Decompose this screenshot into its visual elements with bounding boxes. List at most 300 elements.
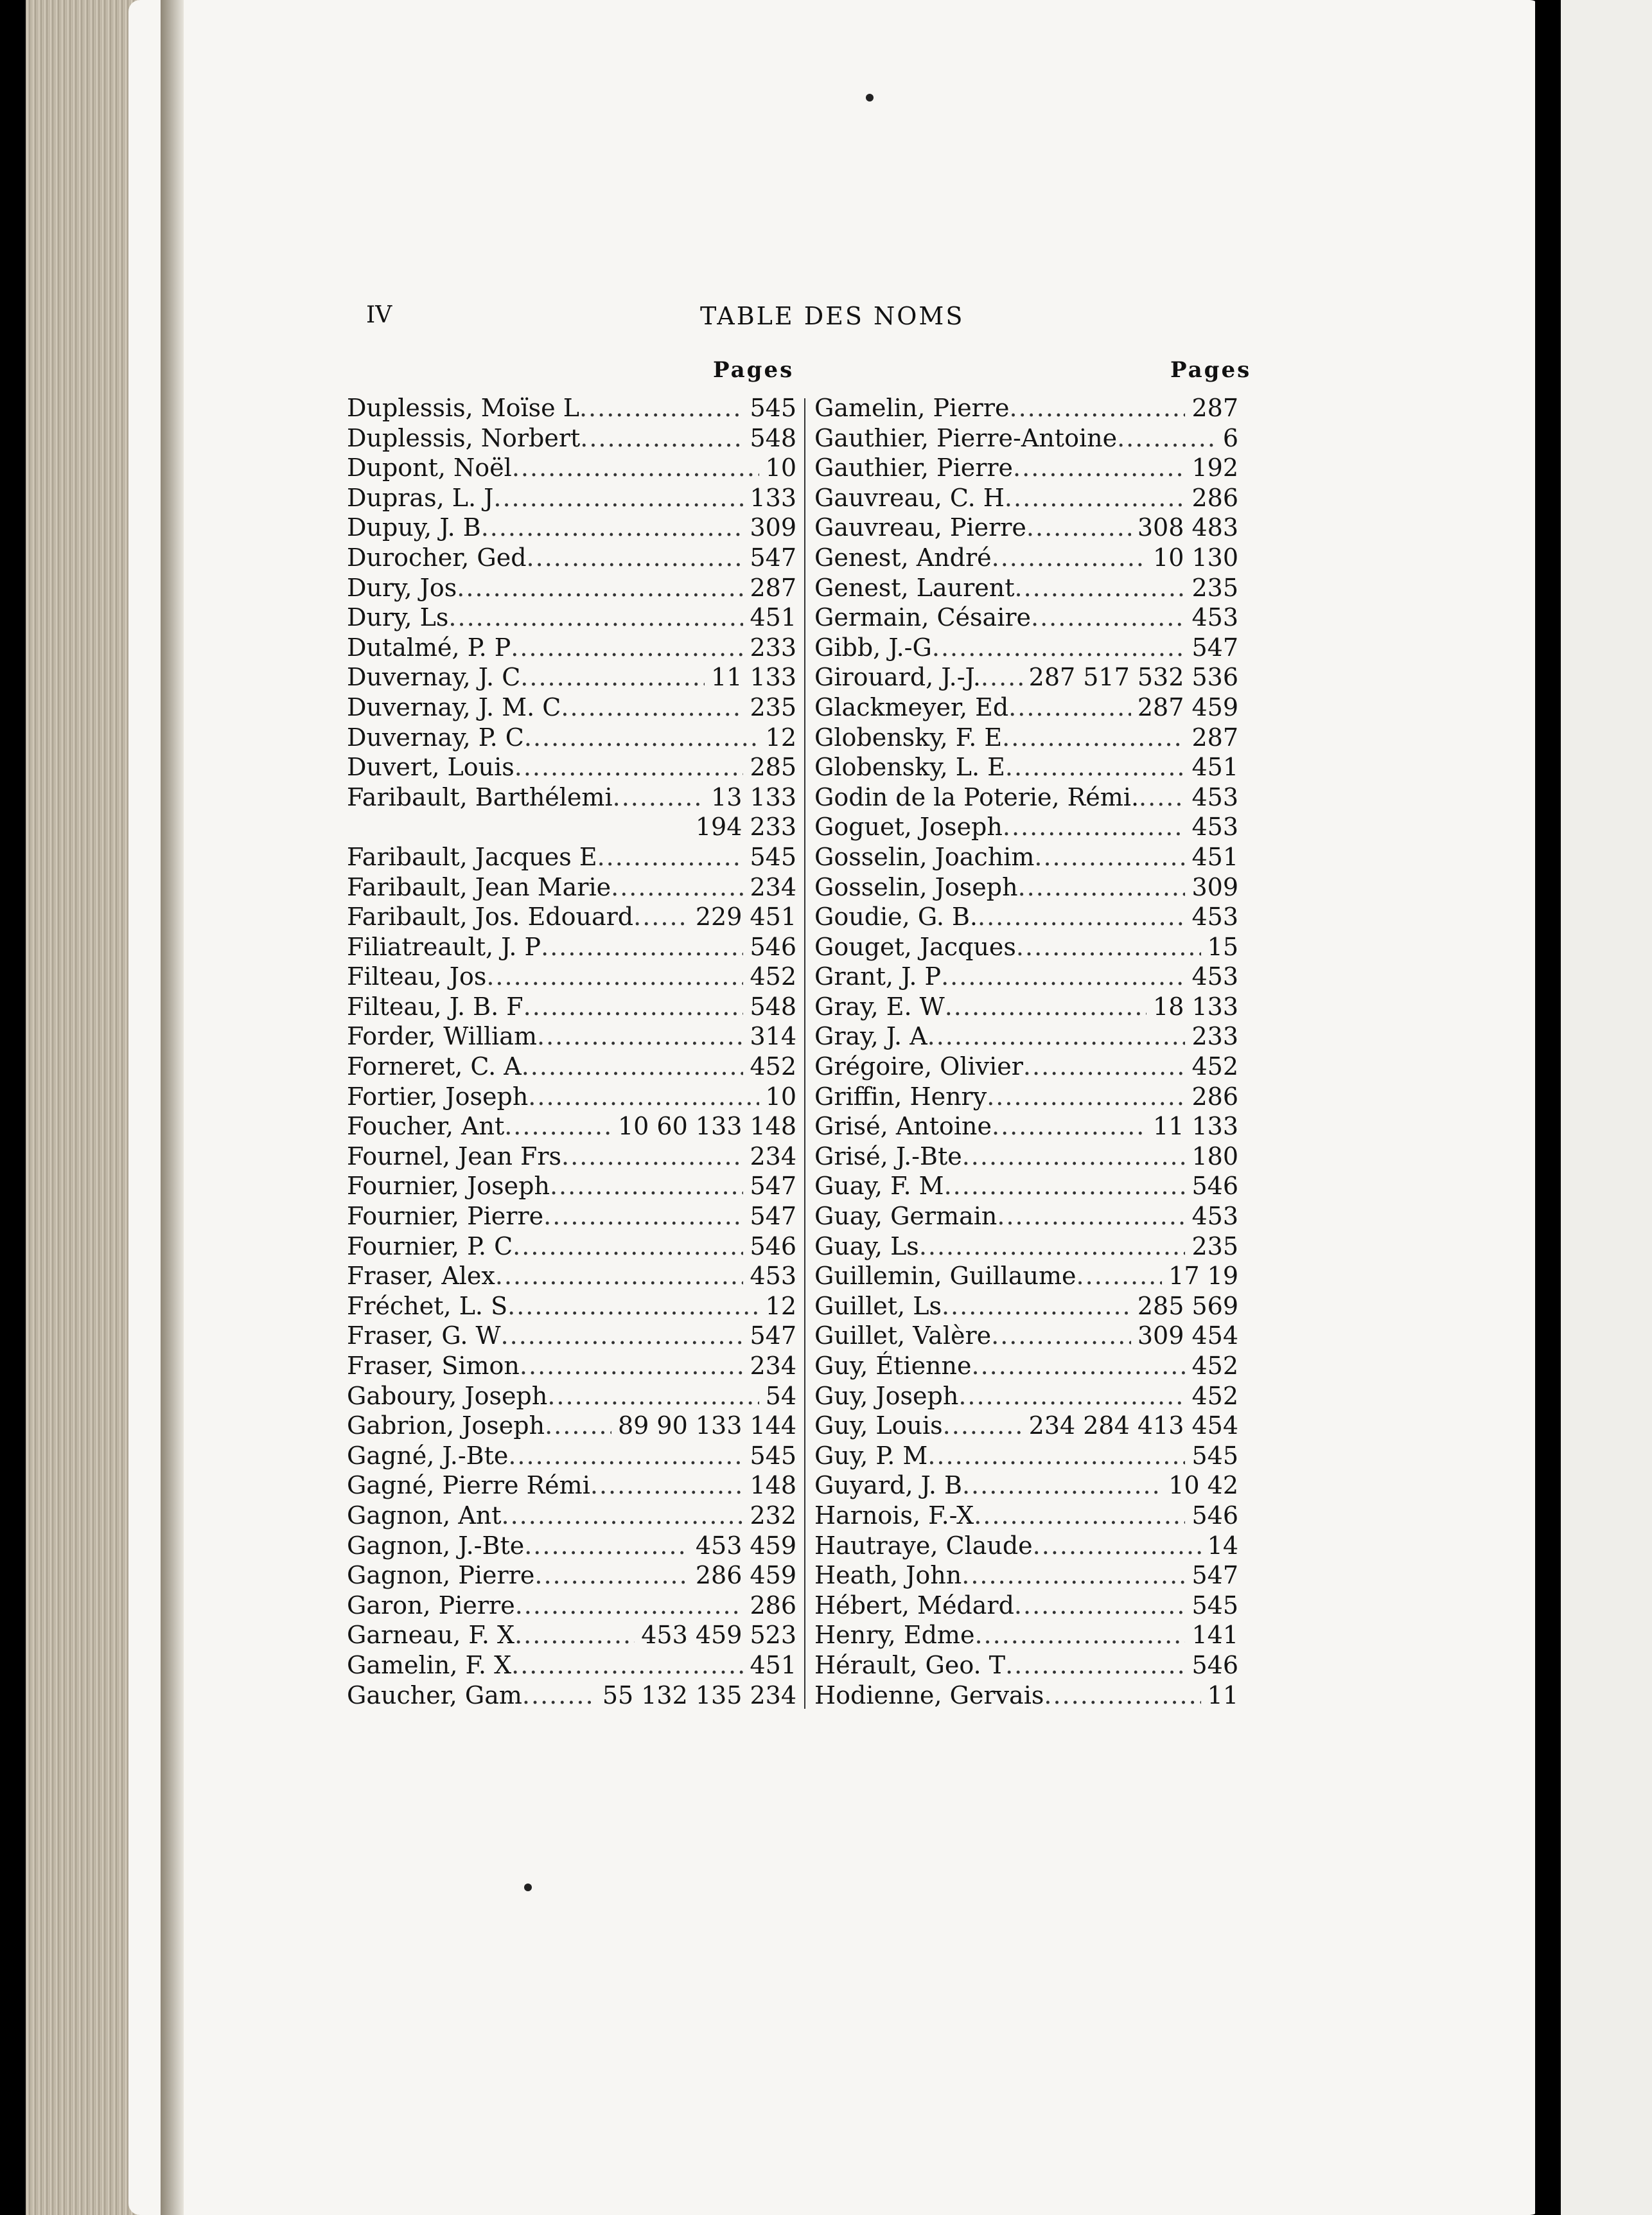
dot-leader xyxy=(958,1381,1185,1411)
index-entry xyxy=(347,1351,796,1381)
entry-pages: 309 xyxy=(750,513,796,542)
dot-leader xyxy=(512,453,759,483)
entry-pages: 452 xyxy=(1191,1352,1238,1380)
entry-name: Gamelin, Pierre xyxy=(814,394,1010,422)
dot-leader xyxy=(537,1021,743,1052)
entry-name: Dupuy, J. B xyxy=(347,513,481,542)
entry-pages: 235 xyxy=(1191,573,1238,602)
entry-pages: 234 xyxy=(750,1352,796,1380)
entry-pages: 15 xyxy=(1207,932,1238,961)
dot-leader xyxy=(1003,812,1186,842)
index-entry xyxy=(814,573,1238,603)
index-entry xyxy=(347,1231,796,1262)
entry-pages: 451 xyxy=(1191,753,1238,782)
dot-leader xyxy=(944,1171,1186,1201)
dot-leader xyxy=(501,1321,744,1351)
index-entry xyxy=(814,962,1238,992)
entry-pages: 12 xyxy=(765,723,796,752)
book-gutter xyxy=(1535,0,1563,2215)
index-entry xyxy=(814,1082,1238,1112)
dot-leader xyxy=(534,1560,689,1591)
index-entry xyxy=(347,812,796,842)
entry-name: Godin de la Poterie, Rémi. xyxy=(814,782,1139,811)
index-entry xyxy=(347,1052,796,1082)
index-entry xyxy=(814,723,1238,753)
entry-pages: 10 xyxy=(765,454,796,482)
dot-leader xyxy=(522,1681,596,1711)
entry-pages: 18 133 xyxy=(1153,992,1238,1021)
dot-leader xyxy=(493,483,743,513)
dot-leader xyxy=(941,962,1185,992)
entry-pages: 548 xyxy=(750,423,796,452)
dot-leader xyxy=(527,543,744,573)
index-column-left xyxy=(347,393,796,1710)
index-entry xyxy=(814,842,1238,872)
dot-leader xyxy=(962,1142,1186,1172)
entry-name: Guy, Étienne xyxy=(814,1352,972,1380)
index-entry xyxy=(814,1681,1238,1711)
dot-leader xyxy=(927,1441,1185,1471)
index-entry xyxy=(814,1650,1238,1681)
entry-name: Fraser, Alex xyxy=(347,1262,495,1291)
entry-pages: 545 xyxy=(750,394,796,422)
index-entry xyxy=(814,1111,1238,1142)
entry-name: Grégoire, Olivier xyxy=(814,1052,1023,1081)
entry-name: Guay, Germain xyxy=(814,1202,997,1231)
column-divider xyxy=(804,398,805,1709)
entry-pages: 235 xyxy=(750,693,796,721)
entry-name: Forder, William xyxy=(347,1022,537,1051)
dot-leader xyxy=(1010,393,1186,423)
entry-name: Dupont, Noël xyxy=(347,454,512,482)
dot-leader xyxy=(1008,693,1131,723)
entry-name: Durocher, Ged xyxy=(347,543,527,572)
entry-pages: 453 xyxy=(1191,603,1238,632)
dot-leader xyxy=(502,1501,744,1531)
entry-name: Duplessis, Norbert xyxy=(347,423,581,452)
entry-name: Gagné, Pierre Rémi xyxy=(347,1471,590,1500)
dot-leader xyxy=(974,1620,1185,1650)
entry-name: Duvert, Louis xyxy=(347,753,514,782)
entry-pages: 309 454 xyxy=(1137,1321,1238,1350)
index-entry xyxy=(814,633,1238,663)
entry-name: Gauthier, Pierre xyxy=(814,454,1014,482)
entry-name: Gagné, J.-Bte xyxy=(347,1441,509,1470)
dot-leader xyxy=(541,932,743,962)
entry-name: Fournier, P. C xyxy=(347,1231,513,1260)
dot-leader xyxy=(1044,1681,1200,1711)
entry-pages: 233 xyxy=(1191,1022,1238,1051)
index-column-right xyxy=(814,393,1238,1710)
dot-leader xyxy=(508,1441,743,1471)
index-entry xyxy=(347,1441,796,1471)
dot-leader xyxy=(981,662,1023,693)
entry-pages: 546 xyxy=(1191,1650,1238,1679)
entry-name: Duvernay, J. M. C xyxy=(347,693,561,721)
entry-pages: 451 xyxy=(750,1650,796,1679)
entry-pages: 286 xyxy=(1191,1082,1238,1111)
dot-leader xyxy=(545,1411,611,1441)
entry-pages: 232 xyxy=(750,1501,796,1530)
index-entry xyxy=(814,932,1238,962)
entry-pages: 17 19 xyxy=(1168,1262,1238,1291)
index-entry xyxy=(347,513,796,543)
dot-leader xyxy=(1139,782,1185,813)
entry-pages: 453 xyxy=(1191,782,1238,811)
entry-pages: 11 133 xyxy=(1153,1112,1238,1141)
dot-leader xyxy=(481,513,744,543)
entry-name: Fréchet, L. S xyxy=(347,1291,508,1320)
entry-name: Fournel, Jean Frs xyxy=(347,1142,562,1170)
page-number: IV xyxy=(366,302,392,328)
index-entry xyxy=(814,1201,1238,1231)
entry-name: Gibb, J.-G xyxy=(814,633,932,662)
entry-name: Duvernay, P. C xyxy=(347,723,524,752)
entry-name: Filiatreault, J. P xyxy=(347,932,541,961)
dot-leader xyxy=(962,1560,1185,1591)
dot-leader xyxy=(1005,1650,1185,1681)
entry-name: Goguet, Joseph xyxy=(814,813,1003,842)
entry-pages: 548 xyxy=(750,992,796,1021)
index-entry xyxy=(347,453,796,483)
entry-pages: 453 xyxy=(750,1262,796,1291)
dot-leader xyxy=(1014,1591,1186,1621)
dot-leader xyxy=(972,1351,1186,1381)
index-entry xyxy=(814,662,1238,693)
entry-name: Globensky, L. E xyxy=(814,753,1005,782)
index-entry xyxy=(347,872,796,903)
entry-pages: 192 xyxy=(1191,454,1238,482)
dot-leader xyxy=(580,423,743,454)
entry-name: Fraser, Simon xyxy=(347,1352,520,1380)
entry-name: Forneret, C. A xyxy=(347,1052,522,1081)
entry-pages: 233 xyxy=(750,633,796,662)
entry-pages: 141 xyxy=(1191,1621,1238,1650)
dot-leader xyxy=(978,902,1185,932)
dot-leader xyxy=(550,1171,744,1201)
dot-leader xyxy=(1117,423,1217,454)
entry-name: Genest, André xyxy=(814,543,992,572)
dot-leader xyxy=(597,842,744,872)
index-entry xyxy=(347,992,796,1022)
entry-name: Gosselin, Joachim xyxy=(814,842,1035,871)
dot-leader xyxy=(1031,603,1185,633)
entry-pages: 452 xyxy=(750,962,796,991)
dot-leader xyxy=(561,1142,743,1172)
entry-pages: 452 xyxy=(1191,1381,1238,1410)
entry-name: Guyard, J. B xyxy=(814,1471,962,1500)
index-entry xyxy=(814,1052,1238,1082)
entry-pages: 10 60 133 148 xyxy=(617,1112,796,1141)
index-entry xyxy=(814,1501,1238,1531)
entry-pages: 11 xyxy=(1207,1681,1238,1709)
entry-pages: 547 xyxy=(750,1202,796,1231)
dot-leader xyxy=(1005,483,1186,513)
entry-pages: 10 130 xyxy=(1153,543,1238,572)
dot-leader xyxy=(991,1321,1131,1351)
index-entry xyxy=(347,1560,796,1591)
entry-pages: 229 451 xyxy=(695,903,796,931)
entry-name: Gray, E. W xyxy=(814,992,945,1021)
entry-pages: 6 xyxy=(1222,423,1238,452)
dot-leader xyxy=(932,633,1186,663)
index-entry xyxy=(814,1591,1238,1621)
entry-name: Gagnon, Pierre xyxy=(347,1561,535,1590)
entry-name: Guay, F. M xyxy=(814,1172,944,1201)
index-entry xyxy=(814,1142,1238,1172)
page-shadow xyxy=(161,0,184,2215)
index-entry xyxy=(814,1321,1238,1351)
index-entry xyxy=(347,1381,796,1411)
dot-leader xyxy=(486,962,743,992)
entry-name: Griffin, Henry xyxy=(814,1082,987,1111)
dot-leader xyxy=(1018,872,1186,903)
index-entry xyxy=(814,1021,1238,1052)
index-entry xyxy=(814,603,1238,633)
entry-name: Fortier, Joseph xyxy=(347,1082,529,1111)
dot-leader xyxy=(942,1291,1131,1321)
entry-name: Guy, P. M xyxy=(814,1441,928,1470)
ink-speck xyxy=(524,1884,532,1891)
index-entry xyxy=(814,543,1238,573)
dot-leader xyxy=(927,1021,1186,1052)
entry-pages: 10 42 xyxy=(1168,1471,1238,1500)
index-entry xyxy=(814,1441,1238,1471)
pages-column-label-left: Pages xyxy=(713,357,795,383)
dot-leader xyxy=(514,752,744,782)
entry-name: Faribault, Jos. Edouard xyxy=(347,903,634,931)
dot-leader xyxy=(495,1261,744,1291)
entry-pages: 235 xyxy=(1191,1231,1238,1260)
entry-name: Gabrion, Joseph xyxy=(347,1411,545,1440)
entry-name: Gray, J. A xyxy=(814,1022,927,1051)
entry-pages: 287 xyxy=(1191,394,1238,422)
index-entry xyxy=(347,393,796,423)
entry-name: Glackmeyer, Ed xyxy=(814,693,1009,721)
entry-name: Faribault, Barthélemi xyxy=(347,782,613,811)
dot-leader xyxy=(945,992,1147,1022)
entry-name: Guy, Joseph xyxy=(814,1381,959,1410)
dot-leader xyxy=(524,723,759,753)
entry-name: Genest, Laurent xyxy=(814,573,1015,602)
dot-leader xyxy=(943,1411,1023,1441)
entry-pages: 547 xyxy=(750,543,796,572)
entry-name: Dupras, L. J xyxy=(347,483,494,512)
entry-name: Gosselin, Joseph xyxy=(814,872,1018,901)
index-entry xyxy=(347,1620,796,1650)
dot-leader xyxy=(511,633,743,663)
entry-name: Filteau, Jos xyxy=(347,962,487,991)
dot-leader xyxy=(579,393,744,423)
dot-leader xyxy=(514,1620,635,1650)
dot-leader xyxy=(457,573,743,603)
index-entry xyxy=(814,1620,1238,1650)
dot-leader xyxy=(524,1531,689,1561)
facing-page xyxy=(1561,0,1652,2215)
dot-leader xyxy=(520,1351,744,1381)
entry-pages: 234 xyxy=(750,1142,796,1170)
entry-name: Girouard, J.-J. xyxy=(814,663,981,692)
index-entry xyxy=(347,1681,796,1711)
index-entry xyxy=(814,423,1238,454)
index-entry xyxy=(814,1531,1238,1561)
pages-column-label-right: Pages xyxy=(1170,357,1252,383)
entry-pages: 285 569 xyxy=(1137,1291,1238,1320)
entry-name: Fraser, G. W xyxy=(347,1321,501,1350)
dot-leader xyxy=(974,1501,1185,1531)
entry-name: Guillemin, Guillaume xyxy=(814,1262,1076,1291)
entry-name: Guillet, Ls xyxy=(814,1291,942,1320)
dot-leader xyxy=(1015,573,1186,603)
entry-name: Dury, Jos xyxy=(347,573,457,602)
index-entry xyxy=(814,693,1238,723)
entry-pages: 545 xyxy=(750,1441,796,1470)
index-entry xyxy=(347,1650,796,1681)
dot-leader xyxy=(520,662,705,693)
dot-leader xyxy=(992,1111,1147,1142)
index-entry xyxy=(347,662,796,693)
index-entry xyxy=(347,693,796,723)
dot-leader xyxy=(1023,1052,1186,1082)
index-entry xyxy=(347,1201,796,1231)
index-entry xyxy=(347,1291,796,1321)
entry-pages: 547 xyxy=(750,1172,796,1201)
index-entry xyxy=(814,1171,1238,1201)
index-entry xyxy=(347,483,796,513)
dot-leader xyxy=(590,1470,744,1501)
entry-pages: 452 xyxy=(750,1052,796,1081)
index-entry xyxy=(347,1591,796,1621)
entry-pages: 451 xyxy=(750,603,796,632)
entry-name: Garon, Pierre xyxy=(347,1591,515,1619)
dot-leader xyxy=(613,782,705,813)
dot-leader xyxy=(547,1381,759,1411)
index-entry xyxy=(814,752,1238,782)
dot-leader xyxy=(992,543,1147,573)
index-entry xyxy=(347,543,796,573)
entry-name: Hautraye, Claude xyxy=(814,1531,1033,1560)
index-entry xyxy=(347,1142,796,1172)
entry-pages: 286 xyxy=(750,1591,796,1619)
dot-leader xyxy=(1026,513,1131,543)
index-entry xyxy=(814,1470,1238,1501)
entry-name: Gauvreau, Pierre xyxy=(814,513,1026,542)
entry-pages: 14 xyxy=(1207,1531,1238,1560)
entry-pages: 546 xyxy=(1191,1172,1238,1201)
entry-name: Gamelin, F. X xyxy=(347,1650,512,1679)
entry-pages: 547 xyxy=(1191,1561,1238,1590)
index-entry xyxy=(347,752,796,782)
index-entry xyxy=(814,1231,1238,1262)
entry-pages: 234 xyxy=(750,872,796,901)
index-entry xyxy=(347,603,796,633)
entry-pages: 453 xyxy=(1191,1202,1238,1231)
entry-pages: 89 90 133 144 xyxy=(617,1411,796,1440)
entry-pages: 13 133 xyxy=(711,782,796,811)
entry-name: Faribault, Jean Marie xyxy=(347,872,611,901)
entry-name: Guillet, Valère xyxy=(814,1321,992,1350)
entry-pages: 234 284 413 454 xyxy=(1028,1411,1238,1440)
index-entry xyxy=(347,962,796,992)
entry-pages: 54 xyxy=(765,1381,796,1410)
entry-pages: 452 xyxy=(1191,1052,1238,1081)
entry-name: Gagnon, Ant xyxy=(347,1501,502,1530)
entry-pages: 286 459 xyxy=(695,1561,796,1590)
dot-leader xyxy=(1034,842,1185,872)
entry-name: Duplessis, Moïse L xyxy=(347,394,579,422)
entry-pages: 546 xyxy=(750,932,796,961)
entry-pages: 545 xyxy=(1191,1441,1238,1470)
index-entry xyxy=(347,842,796,872)
entry-name: Gaucher, Gam xyxy=(347,1681,522,1709)
index-entry xyxy=(814,1560,1238,1591)
index-entry xyxy=(347,1501,796,1531)
entry-pages: 453 xyxy=(1191,813,1238,842)
entry-pages: 10 xyxy=(765,1082,796,1111)
index-entry xyxy=(347,1470,796,1501)
entry-name: Hérault, Geo. T xyxy=(814,1650,1006,1679)
entry-pages: 287 517 532 536 xyxy=(1028,663,1238,692)
entry-name: Harnois, F.-X xyxy=(814,1501,974,1530)
index-entry xyxy=(814,872,1238,903)
entry-name: Grisé, J.-Bte xyxy=(814,1142,962,1170)
entry-name: Henry, Edme xyxy=(814,1621,975,1650)
entry-pages: 451 xyxy=(1191,842,1238,871)
dot-leader xyxy=(528,1082,759,1112)
dot-leader xyxy=(543,1201,743,1231)
index-entry xyxy=(814,483,1238,513)
ink-speck xyxy=(866,94,874,101)
dot-leader xyxy=(987,1082,1185,1112)
dot-leader xyxy=(523,992,744,1022)
dot-leader xyxy=(513,1231,743,1262)
entry-name: Fournier, Joseph xyxy=(347,1172,550,1201)
index-entry xyxy=(347,633,796,663)
index-entry xyxy=(814,1291,1238,1321)
entry-pages: 453 459 xyxy=(695,1531,796,1560)
entry-pages: 194 233 xyxy=(695,813,796,842)
entry-pages: 287 xyxy=(1191,723,1238,752)
entry-pages: 133 xyxy=(750,483,796,512)
entry-name: Hodienne, Gervais xyxy=(814,1681,1044,1709)
entry-pages: 453 459 523 xyxy=(641,1621,796,1650)
entry-pages: 285 xyxy=(750,753,796,782)
dot-leader xyxy=(962,1470,1162,1501)
dot-leader xyxy=(522,1052,744,1082)
entry-pages: 547 xyxy=(750,1321,796,1350)
entry-name: Guay, Ls xyxy=(814,1231,919,1260)
index-entry xyxy=(814,812,1238,842)
index-entry xyxy=(347,573,796,603)
index-entry xyxy=(347,1021,796,1052)
dot-leader xyxy=(515,1591,744,1621)
entry-name: Hébert, Médard xyxy=(814,1591,1014,1619)
page-title: TABLE DES NOMS xyxy=(700,302,965,330)
index-entry xyxy=(347,423,796,454)
index-entry xyxy=(347,1082,796,1112)
entry-pages: 287 459 xyxy=(1137,693,1238,721)
entry-pages: 546 xyxy=(1191,1501,1238,1530)
entry-name: Gaboury, Joseph xyxy=(347,1381,548,1410)
entry-pages: 314 xyxy=(750,1022,796,1051)
entry-pages: 287 xyxy=(750,573,796,602)
dot-leader xyxy=(633,902,689,932)
index-entry xyxy=(347,1411,796,1441)
entry-name: Goudie, G. B. xyxy=(814,903,978,931)
index-entry xyxy=(347,1261,796,1291)
entry-name: Dutalmé, P. P xyxy=(347,633,511,662)
index-entry xyxy=(814,393,1238,423)
